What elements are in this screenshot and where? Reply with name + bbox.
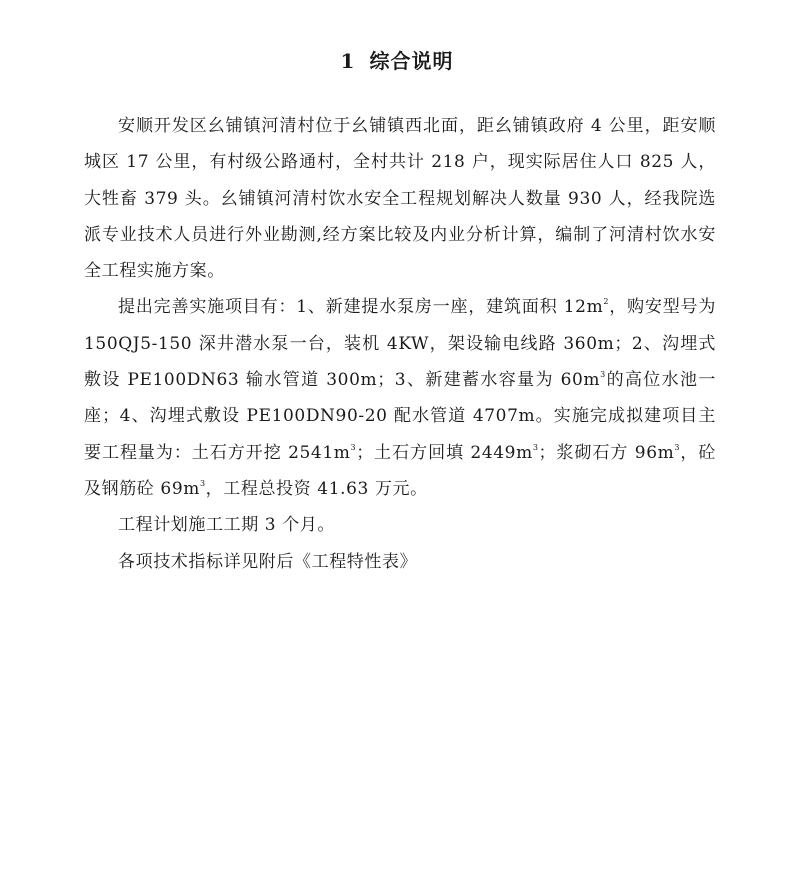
superscript-volume-unit: 3 bbox=[600, 370, 606, 380]
paragraph-overview: 安顺开发区幺铺镇河清村位于幺铺镇西北面，距幺铺镇政府 4 公里，距安顺城区 17 公里，有村级公路通村，全村共计 218 户，现实际居住人口 825 人，大牲畜 379 头。幺铺镇河清村饮水安全工程规划解决人数量 930 人，经我院选派专业技术人员进行外业勘测,经方案比较及内业分析计算，编制了河清村饮水安全工程实施方案。 bbox=[84, 116, 716, 282]
text-segment: ；土石方回填 2449m bbox=[356, 442, 533, 463]
text-segment: ，购安型号为 150QJ5-150 深井潜水泵一台，装机 4KW，架设输电线路 360m；2、沟埋式敷设 PE100DN63 输水管道 300m；3、新建蓄水容量为 60m bbox=[84, 297, 716, 391]
paragraph-reference: 各项技术指标详见附后《工程特性表》 bbox=[118, 551, 418, 572]
superscript-volume-unit: 3 bbox=[532, 442, 539, 452]
superscript-volume-unit: 3 bbox=[674, 442, 681, 452]
section-title bbox=[0, 46, 794, 76]
text-segment: 的高位水池一座；4、沟埋式敷设 PE100DN90-20 配水管道 4707m。实施完成拟建项目主要工程量为：土石方开挖 2541m bbox=[84, 370, 716, 463]
paragraph-project-items bbox=[84, 289, 716, 507]
text-segment: ；浆砌石方 96m bbox=[538, 442, 675, 463]
text-segment: ，工程总投资 41.63 万元。 bbox=[205, 478, 428, 499]
superscript-area-unit: 2 bbox=[603, 297, 610, 307]
section-number: 1 bbox=[340, 49, 356, 73]
document-body bbox=[84, 108, 716, 580]
superscript-volume-unit: 3 bbox=[199, 478, 206, 488]
text-segment: ，砼及钢筋砼 69m bbox=[84, 442, 716, 499]
superscript-volume-unit: 3 bbox=[350, 442, 357, 452]
paragraph-schedule: 工程计划施工工期 3 个月。 bbox=[118, 515, 336, 536]
section-heading-text: 综合说明 bbox=[369, 49, 454, 73]
text-segment: 提出完善实施项目有：1、新建提水泵房一座，建筑面积 12m bbox=[118, 297, 604, 318]
